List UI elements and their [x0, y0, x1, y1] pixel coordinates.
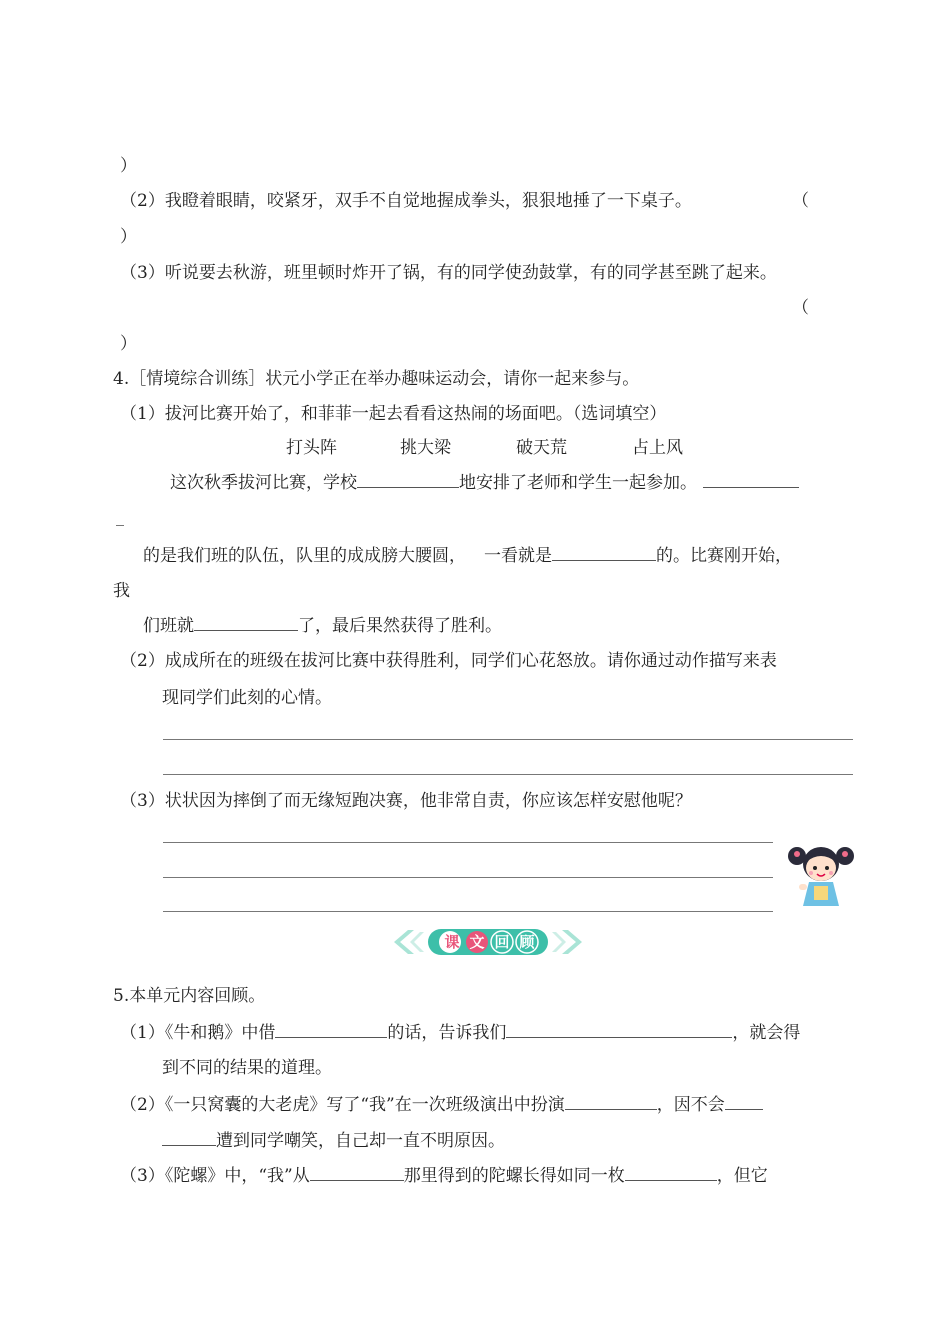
open-paren: （: [792, 191, 809, 211]
answer-line[interactable]: [163, 911, 773, 912]
answer-line[interactable]: [163, 842, 773, 843]
passage-line-2: 的是我们班的队伍，队里的成成膀大腰圆， 一看就是 的。比赛刚开始，: [143, 546, 792, 566]
q5-s2-line-2: 遭到同学嘲笑，自己却一直不明原因。: [162, 1129, 505, 1152]
q3-item-2: （2）我瞪着眼睛，咬紧牙，双手不自觉地握成拳头，狠狠地捶了一下桌子。: [120, 191, 692, 211]
fill-blank[interactable]: [703, 471, 799, 488]
word-bank-item: 破天荒: [516, 438, 567, 458]
q4-title: 4.［情境综合训练］状元小学正在举办趣味运动会，请你一起来参与。: [113, 369, 640, 389]
word-bank-item: 占上风: [632, 438, 683, 458]
fill-blank-cont[interactable]: [116, 525, 124, 526]
banner-char: 课: [444, 933, 460, 951]
q4-sub2-line-2: 现同学们此刻的心情。: [162, 688, 332, 708]
fill-blank[interactable]: [275, 1021, 387, 1038]
word-bank-item: 打头阵: [286, 438, 337, 458]
q5-s3-line-1: （3）《陀螺》中，“我”从 那里得到的陀螺长得如同一枚 ，但它: [120, 1166, 768, 1186]
section-banner: [388, 927, 588, 957]
girl-illustration: [785, 838, 857, 910]
passage-line-3: 我: [113, 581, 130, 601]
fill-blank[interactable]: [310, 1164, 404, 1181]
fill-blank[interactable]: [552, 544, 656, 561]
q4-sub3: （3）状状因为摔倒了而无缘短跑决赛，他非常自责，你应该怎样安慰他呢？: [120, 791, 692, 811]
close-paren: ）: [120, 227, 137, 247]
open-paren: （: [792, 298, 809, 318]
close-paren: ）: [120, 156, 137, 176]
q3-item-3: （3）听说要去秋游，班里顿时炸开了锅，有的同学使劲鼓掌，有的同学甚至跳了起来。: [120, 263, 777, 283]
passage-line-1: 这次秋季拔河比赛，学校 地安排了老师和学生一起参加。: [170, 471, 799, 494]
fill-blank[interactable]: [725, 1093, 763, 1110]
q5-title: 5.本单元内容回顾。: [113, 986, 266, 1006]
q4-sub2-line-1: （2）成成所在的班级在拔河比赛中获得胜利，同学们心花怒放。请你通过动作描写来表: [120, 651, 777, 671]
banner-char: 顾: [519, 933, 535, 951]
banner-char: 回: [494, 933, 510, 951]
q5-s2-line-1: （2）《一只窝囊的大老虎》写了“我”在一次班级演出中扮演 ，因不会: [120, 1093, 763, 1116]
word-bank-item: 挑大梁: [400, 438, 451, 458]
fill-blank[interactable]: [357, 471, 459, 488]
answer-line[interactable]: [163, 877, 773, 878]
fill-blank[interactable]: [506, 1021, 732, 1038]
fill-blank[interactable]: [162, 1129, 216, 1146]
passage-line-4: 们班就 了，最后果然获得了胜利。: [143, 616, 502, 636]
fill-blank[interactable]: [194, 614, 298, 631]
answer-line[interactable]: [163, 774, 853, 775]
q4-sub1: （1）拔河比赛开始了，和菲菲一起去看看这热闹的场面吧。（选词填空）: [120, 404, 667, 424]
banner-char: 文: [469, 933, 485, 951]
fill-blank[interactable]: [625, 1164, 717, 1181]
q5-s1-line-1: （1）《牛和鹅》中借 的话，告诉我们 ，就会得: [120, 1023, 801, 1043]
q5-s1-line-2: 到不同的结果的道理。: [162, 1058, 332, 1078]
fill-blank[interactable]: [565, 1093, 657, 1110]
answer-line[interactable]: [163, 739, 853, 740]
close-paren: ）: [120, 334, 137, 354]
